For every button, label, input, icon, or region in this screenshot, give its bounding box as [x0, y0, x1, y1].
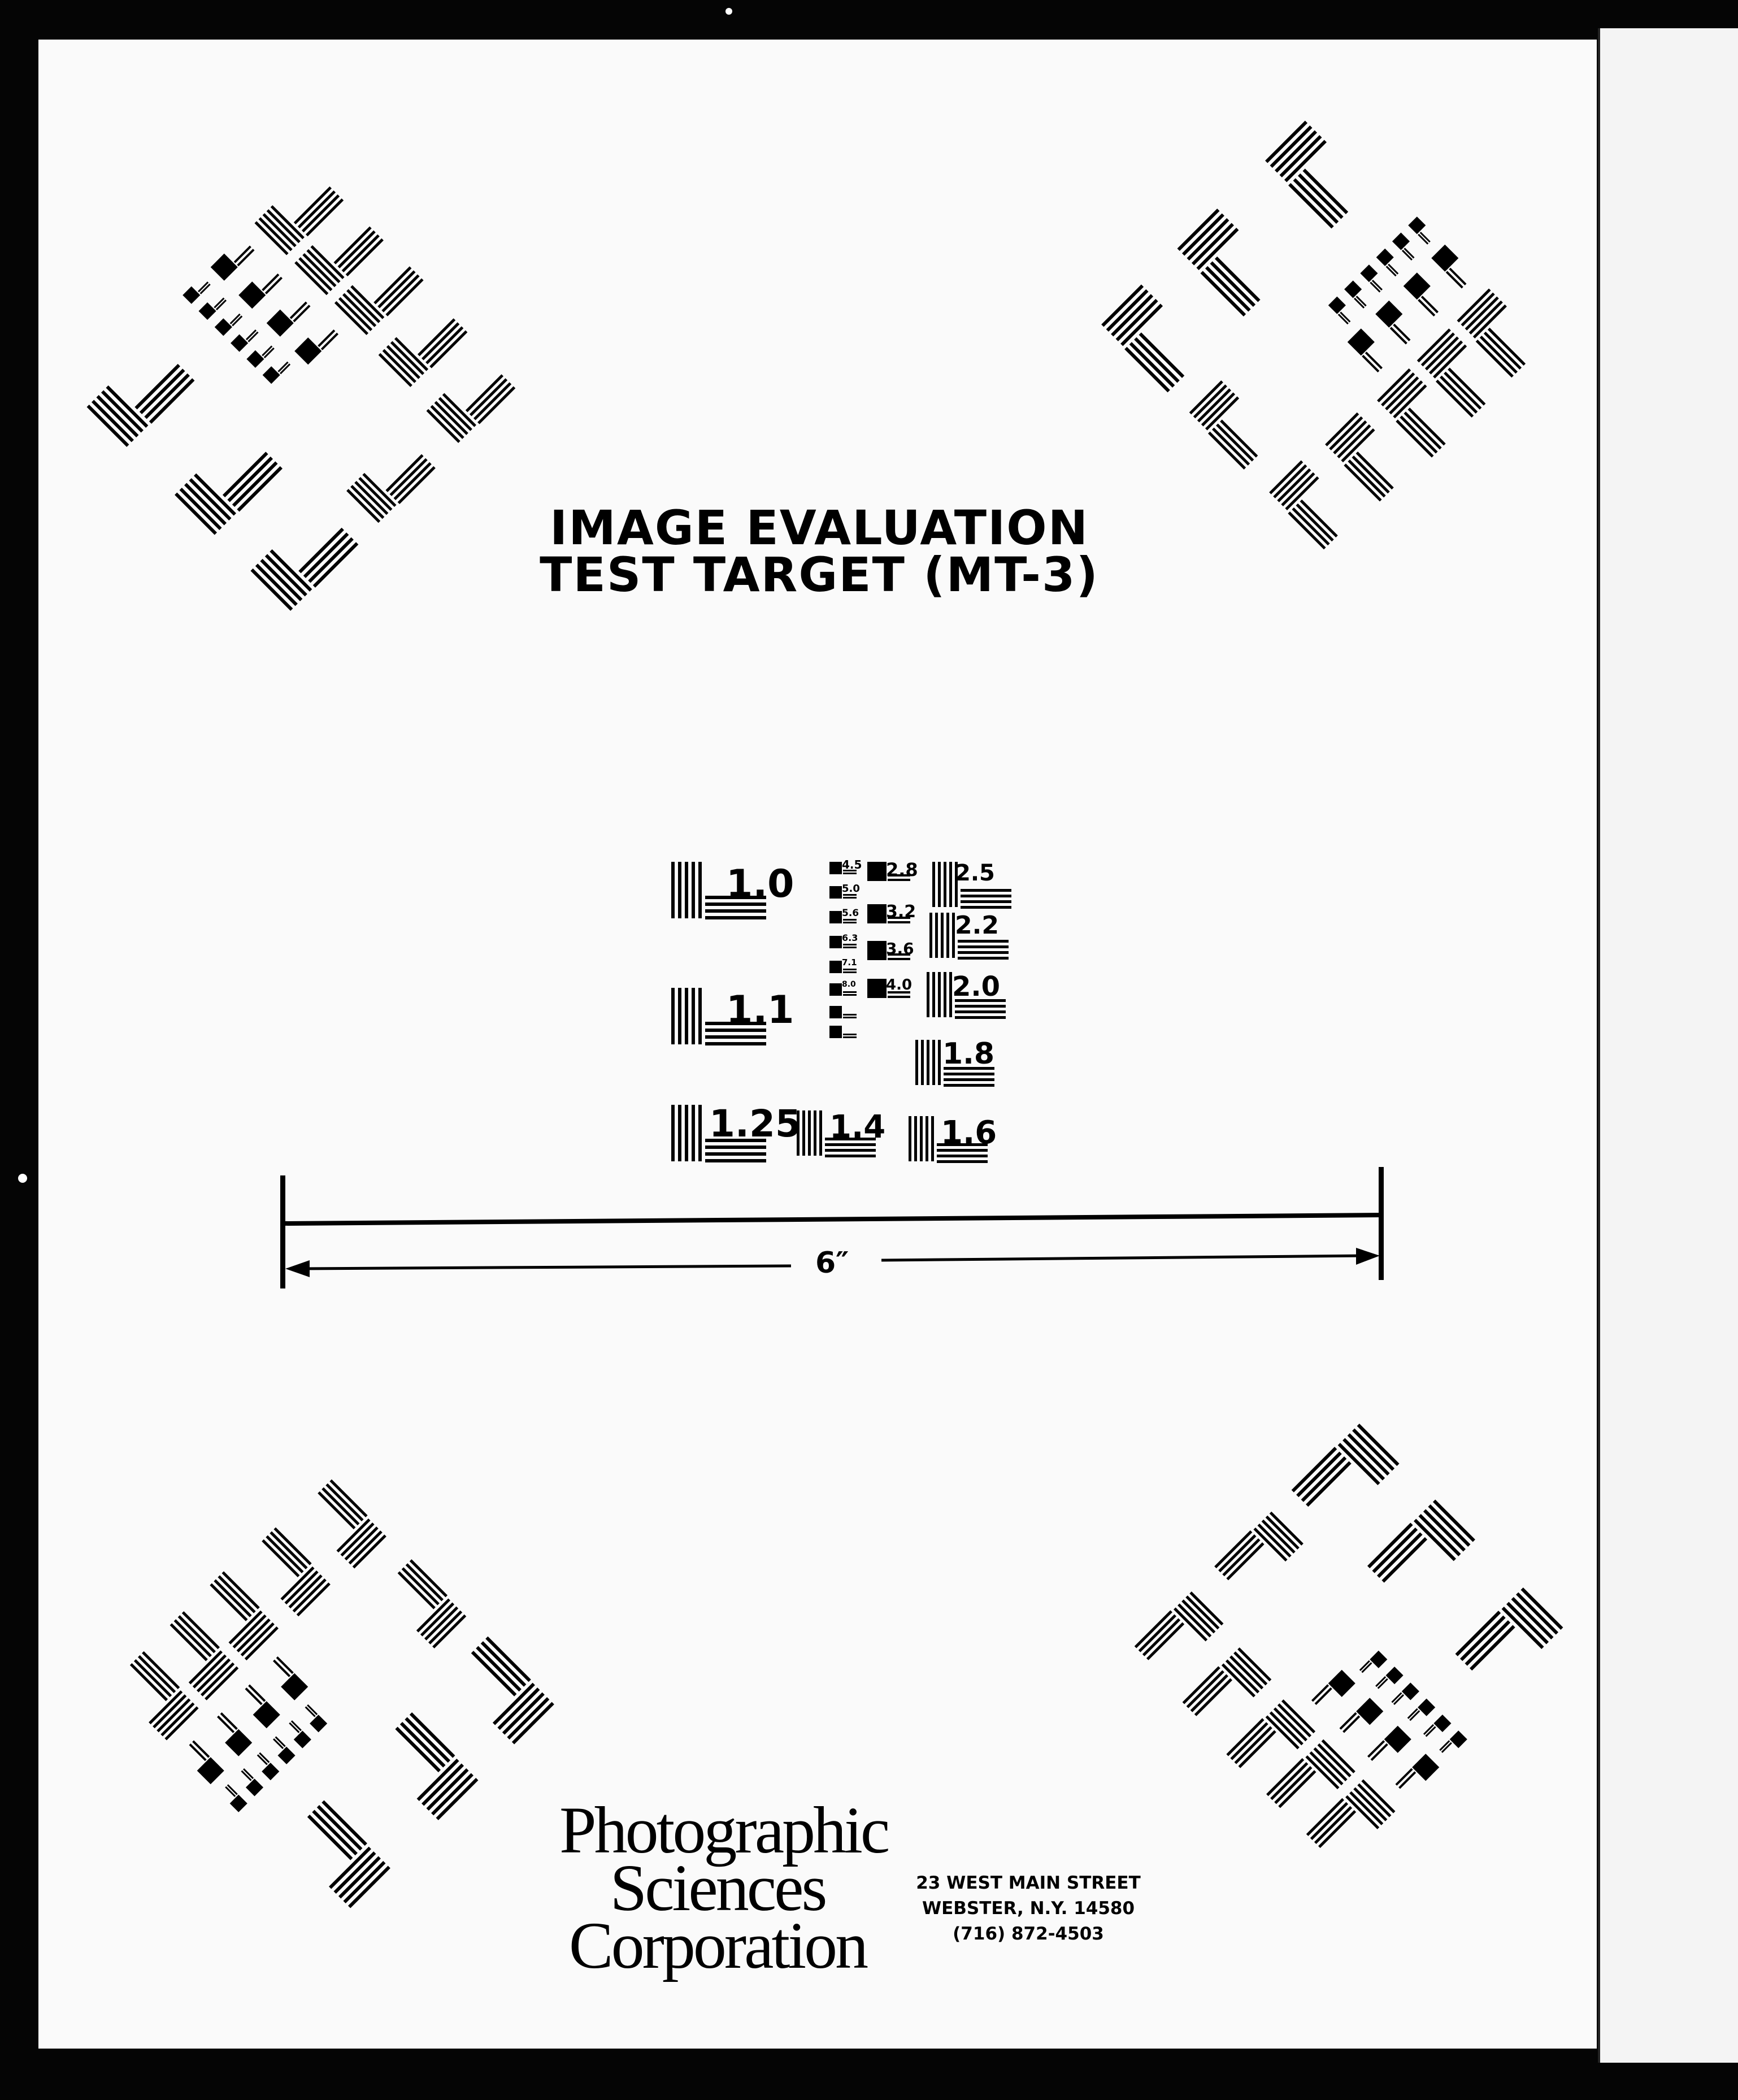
- label-2-5: 2.5: [955, 860, 995, 886]
- label-3-2: 3.2: [886, 902, 916, 922]
- label-5-0: 5.0: [842, 883, 860, 895]
- target-title-line-1: IMAGE EVALUATION: [549, 500, 1089, 556]
- address-phone: (716) 872-4503: [953, 1923, 1104, 1944]
- company-logo-line-1: Photographic: [559, 1793, 888, 1867]
- company-logo-line-2: Sciences: [610, 1851, 825, 1925]
- label-1-0: 1.0: [726, 862, 794, 906]
- label-6-3: 6.3: [842, 932, 858, 943]
- target-title-line-2: TEST TARGET (MT-3): [540, 547, 1099, 602]
- label-3-6: 3.6: [886, 939, 914, 958]
- label-2-0: 2.0: [952, 971, 1001, 1003]
- label-4-5: 4.5: [842, 858, 862, 871]
- label-1-1: 1.1: [726, 988, 794, 1032]
- company-address: [915, 1871, 1141, 1947]
- label-4-0: 4.0: [886, 977, 913, 993]
- bottom-right-resolution-chart: [1127, 1422, 1571, 1867]
- edge-specks: [18, 8, 732, 1183]
- label-1-8: 1.8: [942, 1037, 995, 1071]
- bottom-left-resolution-chart: [111, 1472, 555, 1916]
- label-1-4: 1.4: [829, 1109, 886, 1146]
- address-street: 23 WEST MAIN STREET: [916, 1873, 1141, 1893]
- ruler-six-inch-label: 6″: [800, 1246, 864, 1280]
- label-1-25: 1.25: [709, 1102, 801, 1146]
- label-2-8: 2.8: [886, 859, 918, 880]
- label-2-2: 2.2: [955, 911, 999, 940]
- label-7-1: 7.1: [842, 957, 857, 967]
- company-logo-line-3: Corporation: [568, 1908, 867, 1982]
- top-left-resolution-chart: [79, 167, 523, 612]
- address-city: WEBSTER, N.Y. 14580: [922, 1898, 1135, 1919]
- label-8-0: 8.0: [842, 980, 856, 989]
- top-right-resolution-chart: [1100, 112, 1545, 557]
- label-1-6: 1.6: [941, 1114, 997, 1151]
- label-5-6: 5.6: [842, 908, 859, 919]
